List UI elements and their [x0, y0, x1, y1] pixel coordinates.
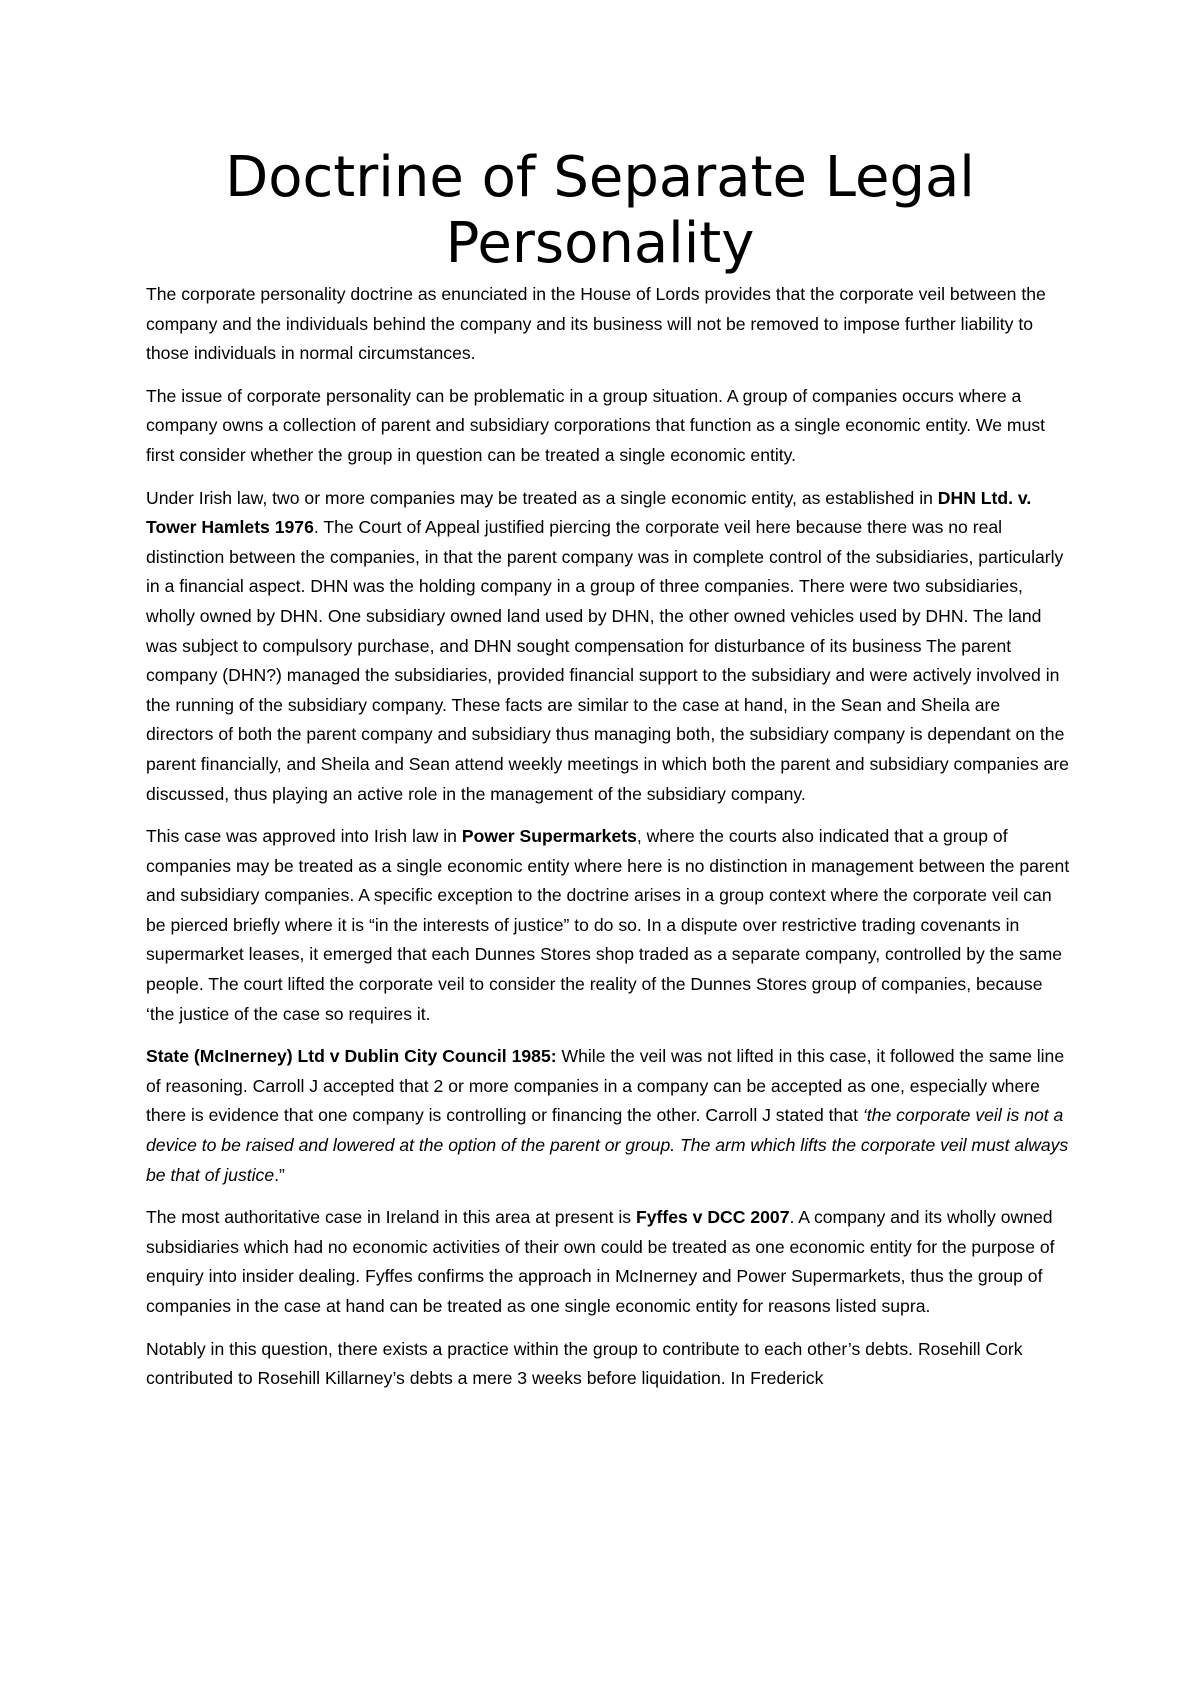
- case-name-dhn: DHN Ltd. v. Tower Hamlets 1976: [146, 487, 1032, 538]
- paragraph-fyffes: [146, 1203, 1071, 1321]
- page-title: [120, 145, 1080, 277]
- title-line-1: Doctrine of Separate Legal: [225, 145, 975, 210]
- paragraph-intro: The corporate personality doctrine as enunciated in the House of Lords provides that the corporate veil between the company and the individuals behind the company and its business will not be removed to impose further liability to those individuals in normal circumstances.: [146, 284, 1046, 364]
- mcinerney-text: While the veil was not lifted in this case, it followed the same line of reasoning. Carroll J accepted that 2 or more companies in a company can be accepted as one, especially where there is evidence that one company is controlling or financing the other. Carroll J stated that: [146, 1046, 1065, 1126]
- power-text-start: This case was approved into Irish law in: [146, 826, 462, 847]
- paragraph-mcinerney: [146, 1042, 1071, 1190]
- dhn-text-rest: . The Court of Appeal justified piercing the corporate veil here because there was no real distinction between the companies, in that the parent company was in complete control of the subsidiaries, particularly in a financial aspect. DHN was the holding company in a group of three companies. There were two subsidiaries, wholly owned by DHN. One subsidiary owned land used by DHN, the other owned vehicles used by DHN. The land was subject to compulsory purchase, and DHN sought compensation for disturbance of its business The parent company (DHN?) managed the subsidiaries, provided financial support to the subsidiary and were actively involved in the running of the subsidiary company. These facts are similar to the case at hand, in the Sean and Sheila are directors of both the parent company and subsidiary thus managing both, the subsidiary company is dependant on the parent financially, and Sheila and Sean attend weekly meetings in which both the parent and subsidiary companies are discussed, thus playing an active role in the management of the subsidiary company.: [146, 517, 1069, 804]
- case-name-power-supermarkets: Power Supermarkets: [461, 826, 637, 847]
- mcinerney-quote: ‘the corporate veil is not a device to be raised and lowered at the option of the parent or group. The arm which lifts the corporate veil must always be that of justice: [146, 1105, 1069, 1185]
- case-name-fyffes: Fyffes v DCC 2007: [635, 1207, 790, 1228]
- paragraph-group-situation: The issue of corporate personality can be problematic in a group situation. A group of companies occurs where a company owns a collection of parent and subsidiary corporations that function as a single economic entity. We must first consider whether the group in question can be treated a single economic entity.: [146, 385, 1046, 465]
- title-line-2: Personality: [445, 211, 755, 276]
- paragraph-debts: Notably in this question, there exists a practice within the group to contribute to each other’s debts. Rosehill Cork contributed to Rosehill Killarney’s debts a mere 3 weeks before liquidation. In Frederick: [146, 1338, 1023, 1389]
- paragraph-power-supermarkets: [146, 822, 1071, 1029]
- fyffes-text-start: The most authoritative case in Ireland in this area at present is: [146, 1207, 636, 1228]
- power-text-rest: , where the courts also indicated that a group of companies may be treated as a single economic entity where here is no distinction in management between the parent and subsidiary companies. A specific exception to the doctrine arises in a group context where the corporate veil can be pierced briefly where it is “in the interests of justice” to do so. In a dispute over restrictive trading covenants in supermarket leases, it emerged that each Dunnes Stores shop traded as a separate company, controlled by the same people. The court lifted the corporate veil to consider the reality of the Dunnes Stores group of companies, because ‘the justice of the case so requires it.: [146, 826, 1070, 1024]
- mcinerney-text-end: .”: [274, 1164, 285, 1185]
- fyffes-text-rest: . A company and its wholly owned subsidiaries which had no economic activities of their own could be treated as one economic entity for the purpose of enquiry into insider dealing. Fyffes confirms the approach in McInerney and Power Supermarkets, thus the group of companies in the case at hand can be treated as one single economic entity for reasons listed supra.: [146, 1207, 1055, 1316]
- case-name-mcinerney: State (McInerney) Ltd v Dublin City Council 1985:: [146, 1046, 557, 1067]
- dhn-text-start: Under Irish law, two or more companies may be treated as a single economic entity, as established in: [146, 487, 938, 508]
- paragraph-dhn: [146, 484, 1071, 810]
- document-body: [146, 280, 1071, 1407]
